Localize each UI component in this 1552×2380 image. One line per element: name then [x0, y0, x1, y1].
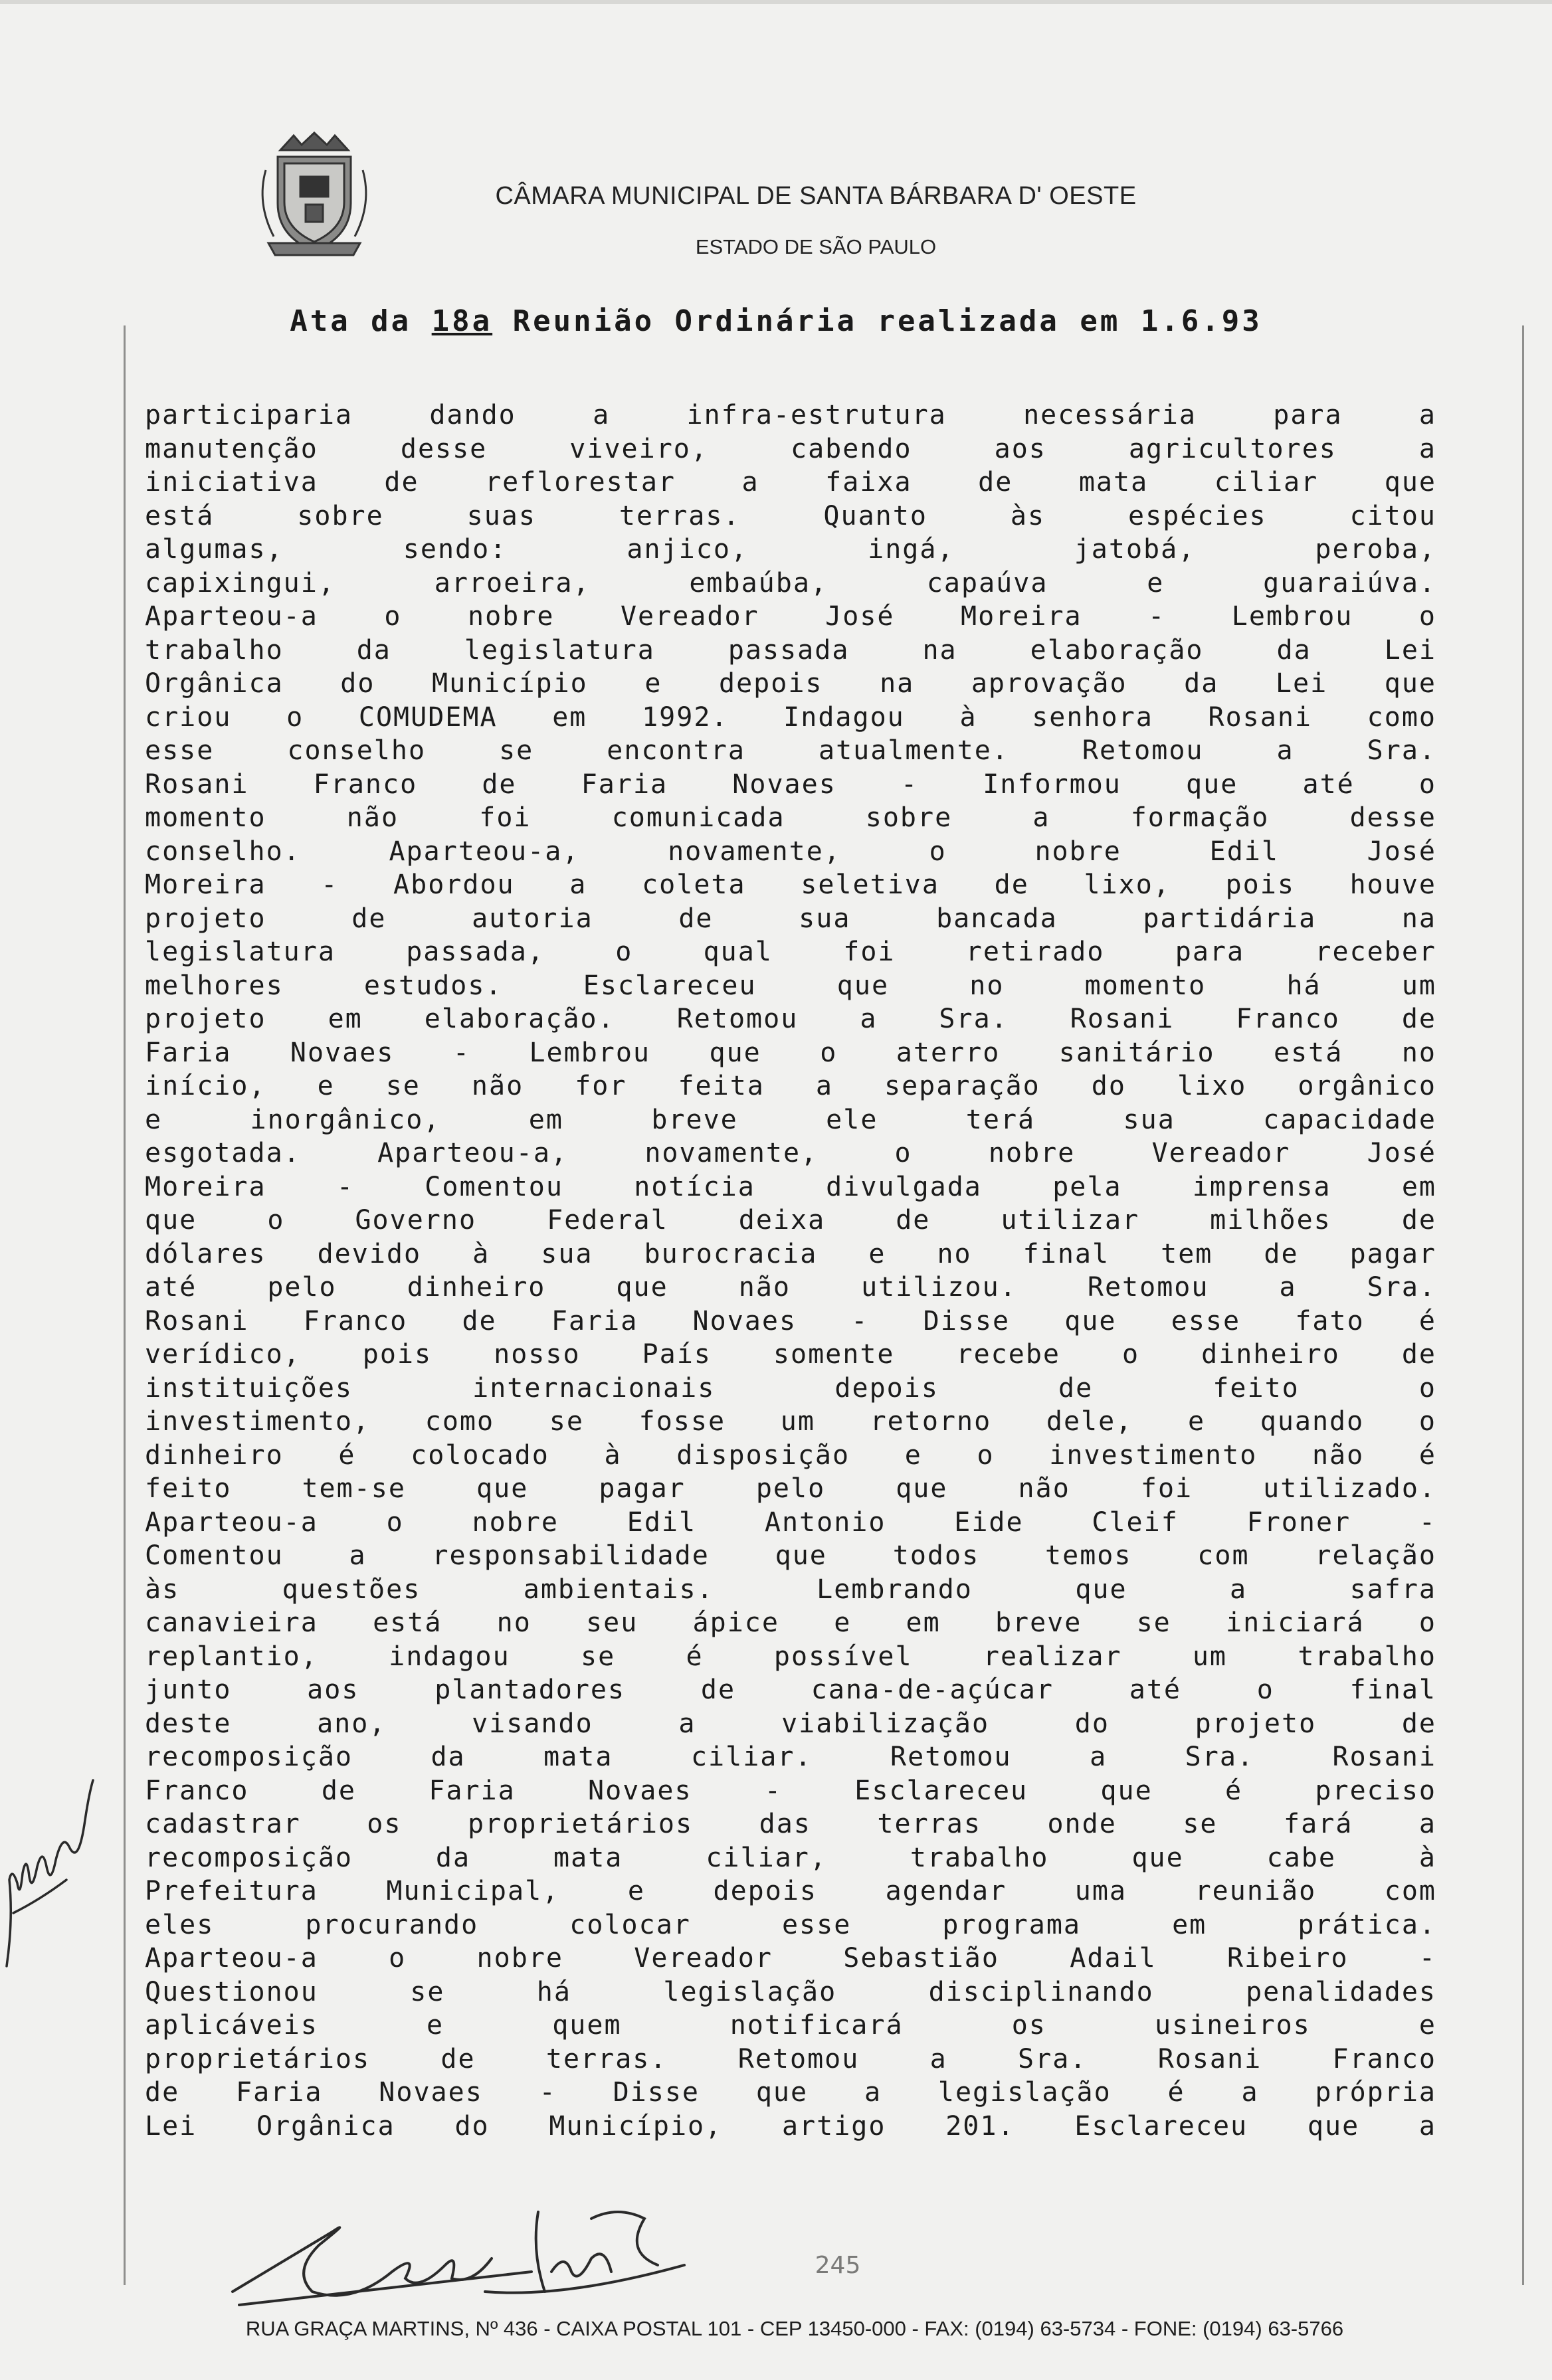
body-line: melhores estudos. Esclareceu que no momento há um	[145, 970, 1436, 1001]
footer-signatures	[219, 2192, 791, 2318]
body-line: manutenção desse viveiro, cabendo aos agricultores a	[145, 433, 1436, 464]
body-line: canavieira está no seu ápice e em breve se iniciará o	[145, 1607, 1436, 1638]
body-line: cadastrar os proprietários das terras onde se fará a	[145, 1809, 1436, 1839]
body-line: projeto em elaboração. Retomou a Sra. Rosani Franco de	[145, 1004, 1436, 1034]
body-line: que o Governo Federal deixa de utilizar milhões de	[145, 1205, 1436, 1236]
body-line: Faria Novaes - Lembrou que o aterro sanitário está no	[145, 1037, 1436, 1068]
body-line: Aparteou-a o nobre Vereador Sebastião Adail Ribeiro -	[145, 1943, 1436, 1973]
body-line: conselho. Aparteou-a, novamente, o nobre Edil José	[145, 836, 1436, 867]
body-line: Aparteou-a o nobre Edil Antonio Eide Cleif Froner -	[145, 1507, 1436, 1538]
meeting-number: 18a	[431, 304, 493, 338]
margin-signature	[0, 1767, 113, 1973]
body-line: junto aos plantadores de cana-de-açúcar até o final	[145, 1675, 1436, 1705]
body-line: dólares devido à sua burocracia e no final tem de pagar	[145, 1238, 1436, 1269]
body-line: Comentou a responsabilidade que todos temos com relação	[145, 1540, 1436, 1571]
body-line: legislatura passada, o qual foi retirado para receber	[145, 937, 1436, 967]
body-line: instituições internacionais depois de feito o	[145, 1372, 1436, 1404]
body-line: Franco de Faria Novaes - Esclareceu que é preciso	[145, 1775, 1436, 1806]
body-line: esgotada. Aparteou-a, novamente, o nobre Vereador José	[145, 1138, 1436, 1168]
body-line: esse conselho se encontra atualmente. Retomou a Sra.	[145, 735, 1436, 766]
body-line: investimento, como se fosse um retorno dele, e quando o	[145, 1406, 1436, 1437]
body-line: feito tem-se que pagar pelo que não foi utilizado.	[145, 1473, 1436, 1504]
body-line: e inorgânico, em breve ele terá sua capacidade	[145, 1104, 1436, 1135]
body-line: capixingui, arroeira, embaúba, capaúva e guaraiúva.	[145, 567, 1436, 598]
body-line: trabalho da legislatura passada na elaboração da Lei	[145, 634, 1436, 666]
body-line: momento não foi comunicada sobre a formação desse	[145, 802, 1436, 833]
body-line: Rosani Franco de Faria Novaes - Disse que esse fato é	[145, 1305, 1436, 1336]
body-line: Moreira - Comentou notícia divulgada pela imprensa em	[145, 1171, 1436, 1202]
body-line: criou o COMUDEMA em 1992. Indagou à senhora Rosani como	[145, 701, 1436, 733]
institution-state: ESTADO DE SÃO PAULO	[695, 235, 937, 258]
body-line: de Faria Novaes - Disse que a legislação é a própria	[145, 2077, 1436, 2108]
minutes-title-suffix: Reunião Ordinária realizada em 1.6.93	[492, 304, 1262, 338]
right-margin-rule	[1522, 325, 1524, 2285]
body-line: deste ano, visando a viabilização do projeto de	[145, 1708, 1436, 1739]
body-line: iniciativa de reflorestar a faixa de mata ciliar que	[145, 467, 1436, 498]
body-line: início, e se não for feita a separação do lixo orgânico	[145, 1071, 1436, 1101]
body-line: às questões ambientais. Lembrando que a safra	[145, 1574, 1436, 1605]
body-line: aplicáveis e quem notificará os usineiros e	[145, 2010, 1436, 2041]
body-line: está sobre suas terras. Quanto às espécies citou	[145, 500, 1436, 531]
institution-name: CÂMARA MUNICIPAL DE SANTA BÁRBARA D' OESTE	[495, 182, 1137, 210]
body-line: Prefeitura Municipal, e depois agendar uma reunião com	[145, 1876, 1436, 1906]
body-line: Orgânica do Município e depois na aprovação da Lei que	[145, 668, 1436, 699]
body-line: replantio, indagou se é possível realizar um trabalho	[145, 1641, 1436, 1672]
body-line: recomposição da mata ciliar. Retomou a Sra. Rosani	[145, 1742, 1436, 1772]
page-number: 245	[815, 2252, 861, 2279]
minutes-title	[0, 304, 1552, 338]
body-line: Aparteou-a o nobre Vereador José Moreira - Lembrou o	[145, 601, 1436, 632]
body-line: Questionou se há legislação disciplinando penalidades	[145, 1976, 1436, 2007]
body-line: Lei Orgânica do Município, artigo 201. Esclareceu que a	[145, 2110, 1436, 2142]
footer-address: RUA GRAÇA MARTINS, Nº 436 - CAIXA POSTAL 101 - CEP 13450-000 - FAX: (0194) 63-5734 - FONE: (0194) 63-5766	[245, 2317, 1344, 2340]
body-line: projeto de autoria de sua bancada partidária na	[145, 903, 1436, 934]
body-line: algumas, sendo: anjico, ingá, jatobá, peroba,	[145, 534, 1436, 565]
body-line: participaria dando a infra-estrutura necessária para a	[145, 400, 1436, 430]
body-line: Rosani Franco de Faria Novaes - Informou que até o	[145, 769, 1436, 800]
body-line: dinheiro é colocado à disposição e o investimento não é	[145, 1439, 1436, 1471]
body-line: recomposição da mata ciliar, trabalho que cabe à	[145, 1842, 1436, 1873]
page-top-edge	[0, 0, 1552, 4]
body-line: Moreira - Abordou a coleta seletiva de lixo, pois houve	[145, 870, 1436, 900]
left-margin-rule	[124, 325, 126, 2285]
body-line: proprietários de terras. Retomou a Sra. Rosani Franco	[145, 2043, 1436, 2074]
body-line: verídico, pois nosso País somente recebe o dinheiro de	[145, 1339, 1436, 1370]
body-line: eles procurando colocar esse programa em prática.	[145, 1909, 1436, 1940]
body-line: até pelo dinheiro que não utilizou. Retomou a Sra.	[145, 1272, 1436, 1303]
minutes-body-text	[145, 399, 1436, 2143]
minutes-title-prefix: Ata da	[290, 304, 432, 338]
